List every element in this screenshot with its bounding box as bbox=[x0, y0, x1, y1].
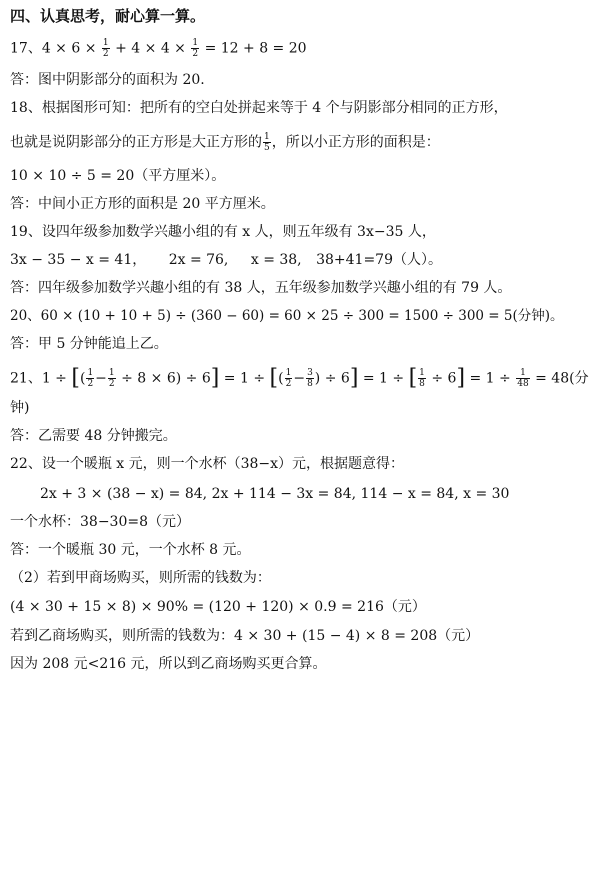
q21-part-5: = 48(分 bbox=[535, 370, 589, 387]
numerator: 1 bbox=[102, 38, 109, 48]
denominator: 5 bbox=[264, 143, 270, 153]
q22-answer: 答：一个暖瓶 30 元，一个水杯 8 元。 bbox=[10, 542, 251, 558]
q22-calc-a: (4 × 30 + 15 × 8) × 90% = (120 + 120) × 0.9 = 216（元） bbox=[10, 599, 426, 615]
q18-line-2 bbox=[10, 132, 440, 153]
q21-fraction-1 bbox=[86, 368, 94, 389]
q17-fraction-2 bbox=[191, 38, 199, 59]
numerator: 1 bbox=[285, 368, 292, 378]
numerator: 1 bbox=[192, 38, 199, 48]
denominator: 8 bbox=[307, 379, 313, 389]
numerator: 1 bbox=[419, 368, 425, 378]
q18-fraction bbox=[263, 132, 271, 153]
q19-line-1: 19、设四年级参加数学兴趣小组的有 x 人，则五年级有 3x−35 人， bbox=[10, 224, 436, 240]
q21-minus: − bbox=[95, 370, 107, 387]
q21-fraction-3 bbox=[285, 368, 293, 389]
q18-answer: 答：中间小正方形的面积是 20 平方厘米。 bbox=[10, 196, 275, 212]
q21-number: 21、 bbox=[10, 370, 42, 387]
q21-part-4: ÷ 6 bbox=[324, 370, 350, 387]
q22-conclusion: 因为 208 元<216 元，所以到乙商场购买更合算。 bbox=[10, 656, 327, 672]
numerator: 1 bbox=[87, 368, 94, 378]
q22-line-1: 22、设一个暖瓶 x 元，则一个水杯（38−x）元，根据题意得： bbox=[10, 456, 405, 472]
q17-answer: 答：图中阴影部分的面积为 20. bbox=[10, 72, 205, 88]
q17-number: 17、 bbox=[10, 40, 42, 57]
q17-part-a: 4 × 6 × bbox=[41, 40, 97, 57]
q21-eq: = 1 ÷ bbox=[223, 370, 266, 387]
q19-eq-3: x = 38, bbox=[250, 252, 302, 268]
q22-part-2: （2）若到甲商场购买，则所需的钱数为： bbox=[10, 570, 271, 586]
q19-equations bbox=[10, 250, 442, 270]
section-heading: 四、认真思考，耐心算一算。 bbox=[10, 7, 206, 25]
q19-eq-2: 2x = 76, bbox=[168, 252, 229, 268]
q18-line-2-a: 也就是说阴影部分的正方形是大正方形的 bbox=[10, 134, 262, 151]
q17-equation bbox=[10, 38, 307, 59]
numerator: 1 bbox=[516, 368, 529, 379]
q19-eq-1: 3x − 35 − x = 41， bbox=[10, 252, 147, 268]
q21-fraction-6 bbox=[516, 368, 529, 389]
q22-calc-b: 若到乙商场购买，则所需的钱数为：4 × 30 + (15 − 4) × 8 = 208（元） bbox=[10, 628, 480, 644]
q21-fraction-4 bbox=[306, 368, 314, 389]
q21-fraction-5 bbox=[418, 368, 426, 389]
q21-fraction-2 bbox=[108, 368, 116, 389]
q20-equation: 20、60 × (10 + 10 + 5) ÷ (360 − 60) = 60 × 25 ÷ 300 = 1500 ÷ 300 = 5(分钟)。 bbox=[10, 308, 564, 324]
denominator: 2 bbox=[102, 49, 109, 59]
q19-eq-4: 38+41=79（人）。 bbox=[316, 252, 442, 268]
numerator: 3 bbox=[307, 368, 313, 378]
q17-fraction-1 bbox=[102, 38, 110, 59]
q21-part-3: ÷ 6 bbox=[185, 370, 211, 387]
q17-part-b: + 4 × 4 × bbox=[115, 40, 186, 57]
q21-equation: 21、1 ÷ [( $\frac{1}{2}$ − $\frac{1}{2}$ ÷ 8 × 6) ÷ 6] = 1 ÷ [( $\frac{1}{2}$ − $\frac{3}{8}$ ) ÷ 6] = 1 ÷ [ $\frac{1}{8}$ ÷ 6] = 1 ÷ $\frac{1}{48}$ = 48(分 bbox=[10, 365, 589, 391]
denominator: 48 bbox=[517, 379, 529, 389]
denominator: 2 bbox=[192, 49, 199, 59]
q21-part-2: ÷ 8 × 6 bbox=[121, 370, 176, 387]
q19-answer: 答：四年级参加数学兴趣小组的有 38 人，五年级参加数学兴趣小组的有 79 人。 bbox=[10, 280, 512, 296]
numerator: 1 bbox=[108, 368, 115, 378]
q18-line-2-b: ，所以小正方形的面积是： bbox=[271, 134, 440, 151]
q21-continuation: 钟) bbox=[10, 400, 30, 416]
numerator: 1 bbox=[264, 132, 270, 142]
denominator: 2 bbox=[285, 379, 292, 389]
denominator: 2 bbox=[87, 379, 94, 389]
q21-answer: 答：乙需要 48 分钟搬完。 bbox=[10, 428, 177, 444]
q22-equation: 2x + 3 × (38 − x) = 84, 2x + 114 − 3x = 84, 114 − x = 84, x = 30 bbox=[40, 486, 510, 502]
q22-cup-price: 一个水杯：38−30=8（元） bbox=[10, 514, 190, 530]
q20-answer: 答：甲 5 分钟能追上乙。 bbox=[10, 336, 168, 352]
denominator: 8 bbox=[419, 379, 425, 389]
q18-line-1: 18、根据图形可知：把所有的空白处拼起来等于 4 个与阴影部分相同的正方形， bbox=[10, 100, 508, 116]
q18-calculation: 10 × 10 ÷ 5 = 20（平方厘米）。 bbox=[10, 168, 226, 184]
q21-part-1: 1 ÷ bbox=[41, 370, 67, 387]
denominator: 2 bbox=[108, 379, 115, 389]
q17-part-c: = 12 + 8 = 20 bbox=[204, 40, 307, 57]
